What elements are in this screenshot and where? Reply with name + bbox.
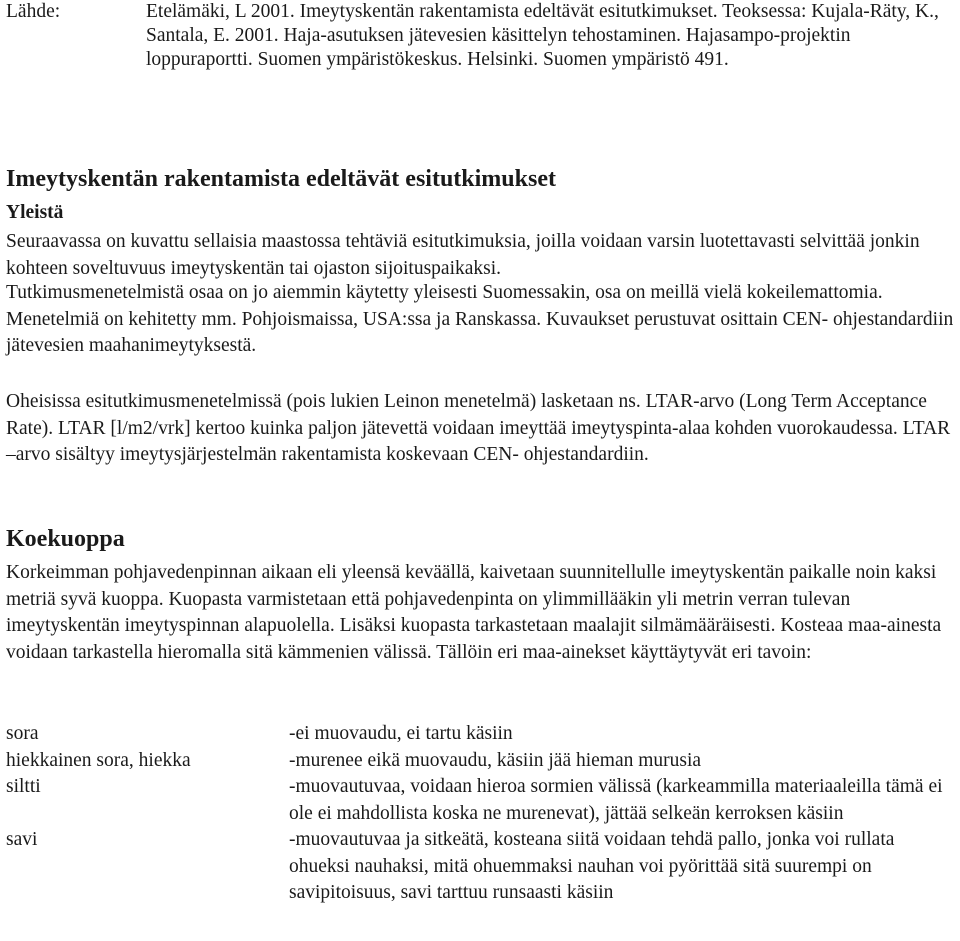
list-item xyxy=(6,827,956,907)
list-item xyxy=(6,721,956,748)
soil-description: -murenee eikä muovaudu, käsiin jää hieman murusia xyxy=(289,749,702,771)
ltar-paragraph: Oheisissa esitutkimusmenetelmissä (pois lukien Leinon menetelmä) lasketaan ns. LTAR-arvo (Long Term Acceptance Rate). LTAR [l/m2/vrk] kertoo kuinka paljon jätevettä voidaan imeyttää imeytyspinta-alaa kohden vuorokaudessa. LTAR –arvo sisältyy imeytysjärjestelmän rakentamista koskevaan CEN- ohjestandardiin. xyxy=(6,391,951,465)
list-item xyxy=(6,748,956,775)
source-reference xyxy=(6,0,956,72)
soil-name: siltti xyxy=(6,776,41,797)
koekuoppa-heading: Koekuoppa xyxy=(6,526,125,552)
source-citation: Etelämäki, L 2001. Imeytyskentän rakentamista edeltävät esitutkimukset. Teoksessa: Kujala-Räty, K., Santala, E. 2001. Haja-asutuksen jätevesien käsittelyn tehostaminen. Hajasampo-projektin loppuraportti. Suomen ympäristökeskus. Helsinki. Suomen ympäristö 491. xyxy=(146,1,939,70)
koekuoppa-paragraph: Korkeimman pohjavedenpinnan aikaan eli yleensä keväällä, kaivetaan suunnitellulle imeytyskentän paikalle noin kaksi metriä syvä kuoppa. Kuopasta varmistetaan että pohjavedenpinta on ylimmillääkin yli metrin verran tulevan imeytyskentän imeytyspinnan alapuolella. Lisäksi kuopasta tarkastetaan maalajit silmämääräisesti. Kosteaa maa-ainesta voidaan tarkastella hieromalla sitä kämmenien välissä. Tällöin eri maa-ainekset käyttäytyvät eri tavoin: xyxy=(6,562,942,663)
soil-description: -muovautuvaa, voidaan hieroa sormien välissä (karkeammilla materiaaleilla tämä ei ole ei mahdollista koska ne murenevat), jättää selkeän kerroksen käsiin xyxy=(289,776,943,824)
source-label: Lähde: xyxy=(6,1,61,22)
list-item xyxy=(6,774,956,827)
section-title: Imeytyskentän rakentamista edeltävät esitutkimukset xyxy=(6,166,556,192)
section-subtitle: Yleistä xyxy=(6,202,64,223)
intro-paragraph: Seuraavassa on kuvattu sellaisia maastossa tehtäviä esitutkimuksia, joilla voidaan varsin luotettavasti selvittää jonkin kohteen soveltuvuus imeytyskentän tai ojaston sijoituspaikaksi. xyxy=(6,231,920,279)
soil-type-list xyxy=(6,721,956,907)
soil-description: -muovautuvaa ja sitkeätä, kosteana siitä voidaan tehdä pallo, jonka voi rullata ohueksi nauhaksi, mitä ohuemmaksi nauhan voi pyörittää sitä suurempi on savipitoisuus, savi tarttuu runsaasti käsiin xyxy=(289,829,895,903)
methods-paragraph: Tutkimusmenetelmistä osaa on jo aiemmin käytetty yleisesti Suomessakin, osa on meillä vielä kokeilemattomia. Menetelmiä on kehitetty mm. Pohjoismaissa, USA:ssa ja Ranskassa. Kuvaukset perustuvat osittain CEN- ohjestandardiin jätevesien maahanimeytyksestä. xyxy=(6,282,954,356)
soil-name: savi xyxy=(6,829,38,850)
soil-name: hiekkainen sora, hiekka xyxy=(6,749,191,771)
soil-name: sora xyxy=(6,723,39,744)
soil-description: -ei muovaudu, ei tartu käsiin xyxy=(289,723,513,744)
